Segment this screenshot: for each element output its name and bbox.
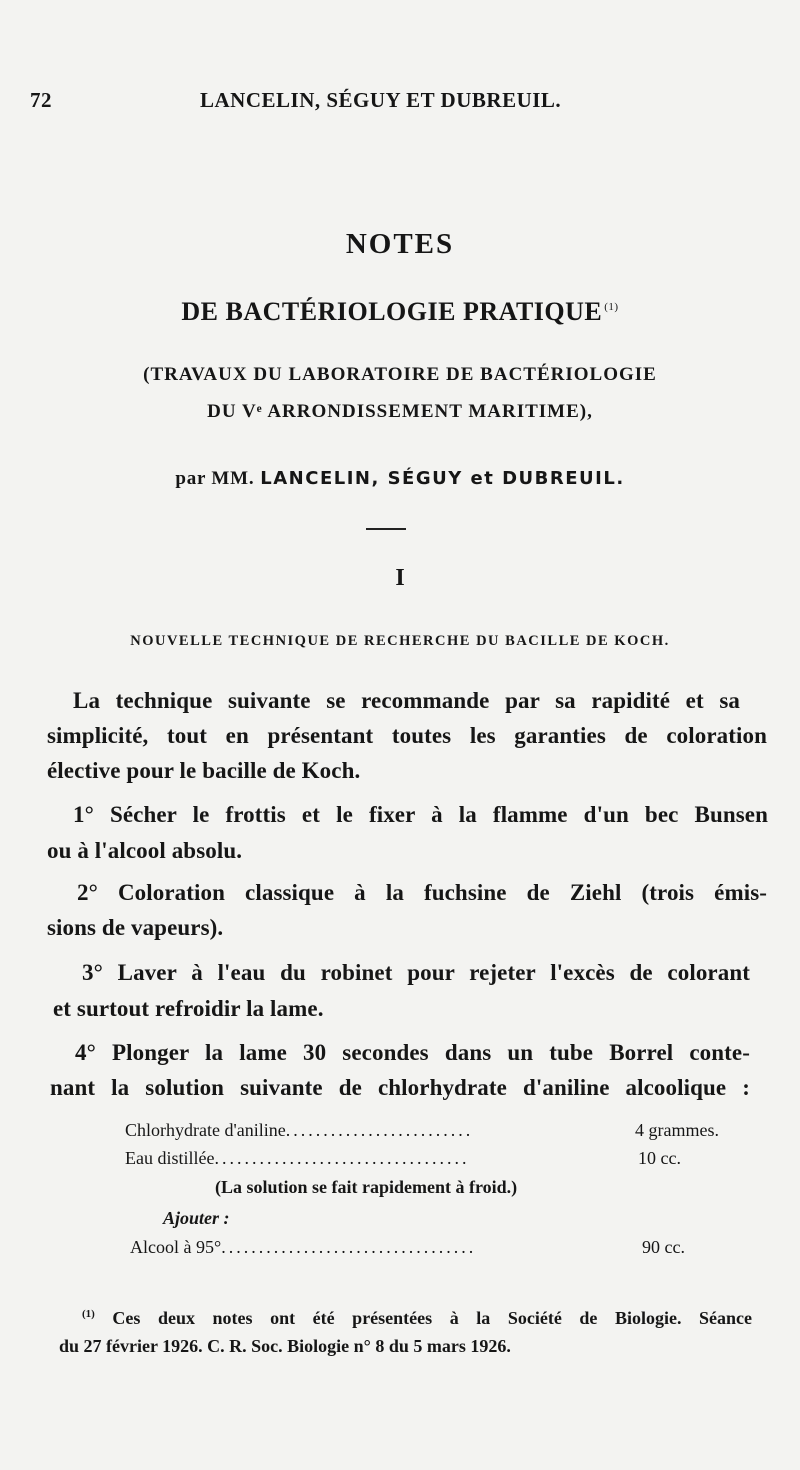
recipe-note: (La solution se fait rapidement à froid.) [215,1177,518,1197]
section-heading: NOUVELLE TECHNIQUE DE RECHERCHE DU BACILLE DE KOCH. [130,633,670,649]
recipe-item-2-name: Eau distillée.................................. [125,1148,470,1168]
footnote-marker: (1) [82,1308,95,1320]
page-number: 72 [30,88,52,112]
intro-line-2: simplicité, tout en présentant toutes les garanties de coloration [47,723,767,748]
footnote-line-1: $^{(1)}$ Ces deux notes ont été présentées à la Société de Biologie. Séance [82,1308,752,1328]
step1-line-2: ou à l'alcool absolu. [47,838,243,863]
recipe-item-1-qty: 4 grammes. [635,1120,719,1140]
section-numeral: I [395,565,405,591]
footnote-line-2: du 27 février 1926. C. R. Soc. Biologie n° 8 du 5 mars 1926. [59,1336,511,1356]
running-title: LANCELIN, SÉGUY ET DUBREUIL. [200,88,562,112]
intro-line-3: élective pour le bacille de Koch. [47,758,361,783]
authors-names: LANCELIN, SÉGUY et DUBREUIL. [260,468,625,489]
main-title-text: DE BACTÉRIOLOGIE PRATIQUE [181,297,603,326]
step1-line-1: 1° Sécher le frottis et le fixer à la flamme d'un bec Bunsen [73,802,768,827]
recipe-item-3-name: Alcool à 95°.................................. [130,1237,477,1257]
step3-line-2: et surtout refroidir la lame. [53,996,324,1021]
authors-line [0,467,800,490]
authors-prefix: par MM. [175,468,255,489]
intro-line-1: La technique suivante se recommande par sa rapidité et sa [73,688,740,713]
main-title [0,297,800,327]
step4-line-2: nant la solution suivante de chlorhydrate d'aniline alcoolique : [50,1075,750,1100]
step4-line-1: 4° Plonger la lame 30 secondes dans un tube Borrel conte- [75,1040,750,1065]
recipe-item-2-qty: 10 cc. [638,1148,681,1168]
recipe-item-1-name: Chlorhydrate d'aniline......................... [125,1120,474,1140]
recipe-item-3-qty: 90 cc. [642,1237,685,1257]
step2-line-1: 2° Coloration classique à la fuchsine de Ziehl (trois émis- [77,880,767,905]
step3-line-1: 3° Laver à l'eau du robinet pour rejeter l'excès de colorant [82,960,750,985]
subtitle-line-1: (TRAVAUX DU LABORATOIRE DE BACTÉRIOLOGIE [143,364,657,385]
step2-line-2: sions de vapeurs). [47,915,224,940]
section-divider [366,528,406,530]
notes-title: NOTES [345,228,455,260]
recipe-add-label: Ajouter : [163,1208,230,1228]
subtitle-line-2: DU Vᵉ ARRONDISSEMENT MARITIME), [207,401,593,422]
main-title-footnote-ref: (1) [604,301,619,314]
